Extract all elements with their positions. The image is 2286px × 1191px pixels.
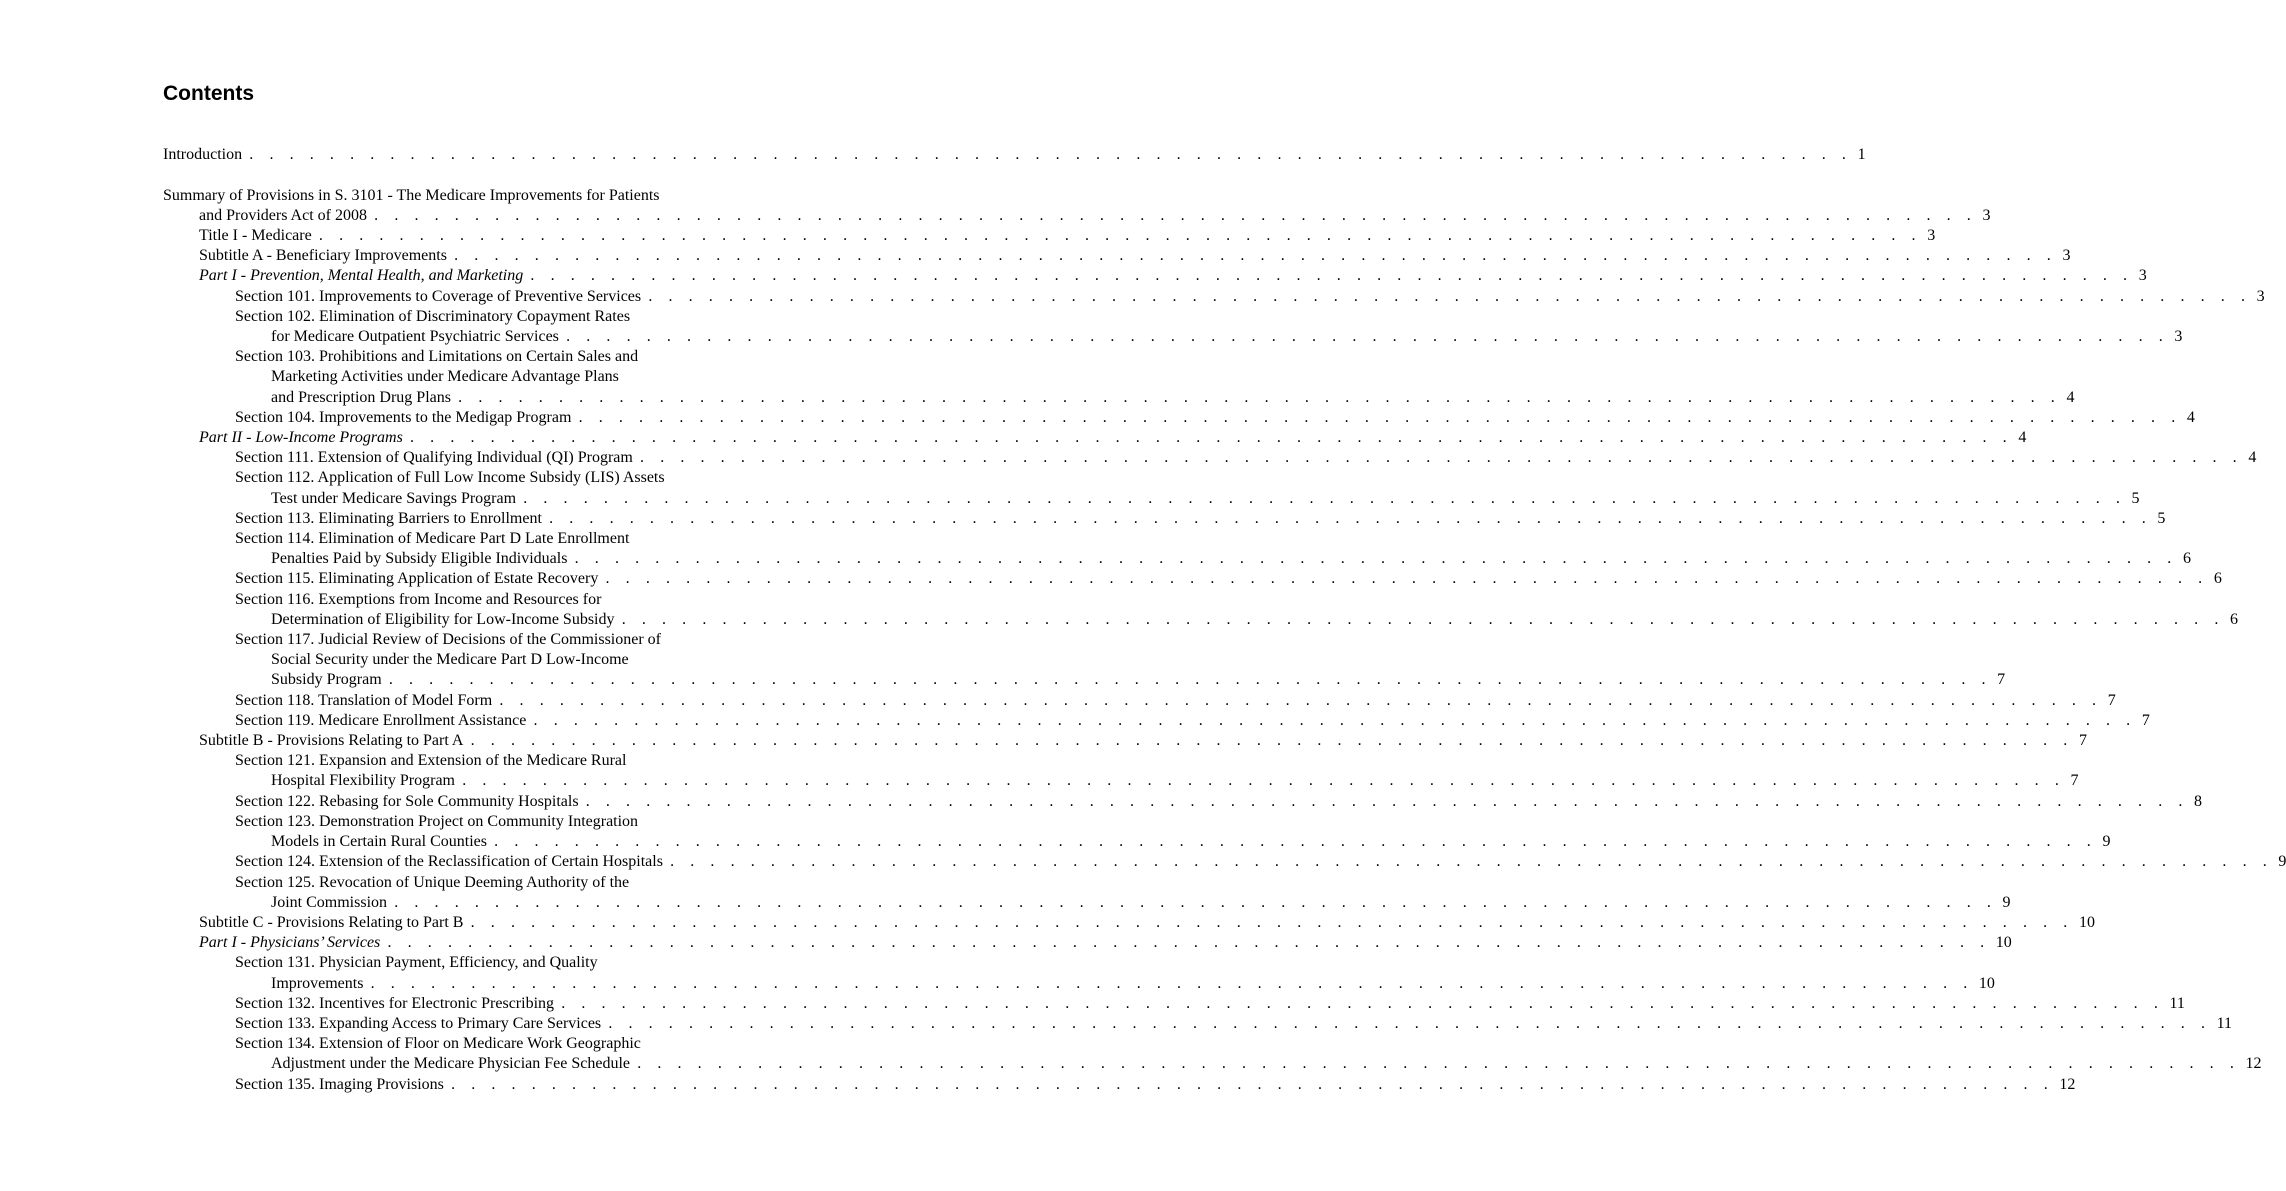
toc-entry[interactable] — [163, 226, 1936, 246]
toc-entry[interactable] — [163, 953, 1995, 993]
dot-leader: . . . . . . . . . . . . . . . . . . . . . . . . . . . . . . . . . . . . . . . . . . . . . . . . . . . . . . . . . . . . . . . . . . . . . . . . . . . . . . . . — [458, 388, 2061, 406]
toc-entry-text: Section 113. Eliminating Barriers to Enrollment — [235, 509, 542, 527]
toc-entry-text: Title I - Medicare — [199, 227, 312, 244]
toc-page-number: 3 — [1982, 206, 1991, 224]
dot-leader: . . . . . . . . . . . . . . . . . . . . . . . . . . . . . . . . . . . . . . . . . . . . . . . . . . . . . . . . . . . . . . . . . . . . . . . . . . . . . . . . — [574, 550, 2178, 568]
toc-entry-text: Section 112. Application of Full Low Income Subsidy (LIS) Assets — [235, 469, 665, 487]
toc-page-number: 12 — [2245, 1055, 2262, 1073]
toc-entry-text: Section 135. Imaging Provisions — [235, 1075, 444, 1093]
toc-page-number: 4 — [2186, 408, 2195, 426]
toc-entry[interactable] — [163, 1075, 2076, 1095]
toc-entry[interactable] — [163, 1034, 2262, 1074]
toc-entry[interactable] — [163, 630, 2006, 691]
toc-entry-text: Hospital Flexibility Program — [271, 772, 455, 790]
dot-leader: . . . . . . . . . . . . . . . . . . . . . . . . . . . . . . . . . . . . . . . . . . . . . . . . . . . . . . . . . . . . . . . . . . . . . . . . . . . . . . . . — [530, 267, 2134, 285]
toc-page-number: 3 — [2256, 287, 2265, 305]
toc-entry[interactable] — [163, 933, 2012, 953]
table-of-contents — [163, 145, 2286, 1095]
toc-entry-text: Introduction — [163, 146, 243, 163]
toc-page-number: 8 — [2194, 792, 2203, 810]
toc-entry-text: Subsidy Program — [271, 671, 382, 689]
dot-leader: . . . . . . . . . . . . . . . . . . . . . . . . . . . . . . . . . . . . . . . . . . . . . . . . . . . . . . . . . . . . . . . . . . . . . . . . . . . . . . . . — [470, 913, 2074, 931]
toc-entry-text: Section 133. Expanding Access to Primary Care Services — [235, 1014, 602, 1032]
dot-leader: . . . . . . . . . . . . . . . . . . . . . . . . . . . . . . . . . . . . . . . . . . . . . . . . . . . . . . . . . . . . . . . . . . . . . . . . . . . . . . . . — [410, 429, 2013, 447]
toc-entry-text: Summary of Provisions in S. 3101 - The Medicare Improvements for Patients — [163, 186, 660, 204]
toc-entry-text: Subtitle B - Provisions Relating to Part A — [199, 732, 464, 750]
toc-entry[interactable] — [163, 711, 2150, 731]
toc-entry-text: Section 103. Prohibitions and Limitations on Certain Sales and — [235, 348, 639, 366]
toc-entry[interactable] — [163, 448, 2257, 468]
dot-leader: . . . . . . . . . . . . . . . . . . . . . . . . . . . . . . . . . . . . . . . . . . . . . . . . . . . . . . . . . . . . . . . . . . . . . . . . . . . . . . . . — [454, 247, 2057, 265]
toc-entry[interactable] — [163, 509, 2166, 529]
dot-leader: . . . . . . . . . . . . . . . . . . . . . . . . . . . . . . . . . . . . . . . . . . . . . . . . . . . . . . . . . . . . . . . . . . . . . . . . . . . . . . . . — [523, 489, 2126, 507]
toc-entry-text: for Medicare Outpatient Psychiatric Services — [271, 328, 559, 346]
toc-entry-text: Section 118. Translation of Model Form — [235, 691, 493, 709]
toc-entry-text: Section 116. Exemptions from Income and Resources for — [235, 590, 602, 608]
toc-entry[interactable] — [163, 287, 2265, 307]
dot-leader: . . . . . . . . . . . . . . . . . . . . . . . . . . . . . . . . . . . . . . . . . . . . . . . . . . . . . . . . . . . . . . . . . . . . . . . . . . . . . . . . — [451, 1075, 2054, 1093]
toc-entry-text: Section 104. Improvements to the Medigap Program — [235, 408, 572, 426]
dot-leader: . . . . . . . . . . . . . . . . . . . . . . . . . . . . . . . . . . . . . . . . . . . . . . . . . . . . . . . . . . . . . . . . . . . . . . . . . . . . . . . . — [394, 893, 1997, 911]
toc-entry-text: Adjustment under the Medicare Physician Fee Schedule — [271, 1055, 631, 1073]
dot-leader: . . . . . . . . . . . . . . . . . . . . . . . . . . . . . . . . . . . . . . . . . . . . . . . . . . . . . . . . . . . . . . . . . . . . . . . . . . . . . . . . — [640, 449, 2243, 467]
dot-leader: . . . . . . . . . . . . . . . . . . . . . . . . . . . . . . . . . . . . . . . . . . . . . . . . . . . . . . . . . . . . . . . . . . . . . . . . . . . . . . . . — [578, 408, 2182, 426]
toc-entry[interactable] — [163, 266, 2147, 286]
toc-entry-text: Joint Commission — [271, 893, 388, 911]
toc-entry[interactable] — [163, 691, 2116, 711]
toc-page-number: 5 — [2131, 489, 2140, 507]
dot-leader: . . . . . . . . . . . . . . . . . . . . . . . . . . . . . . . . . . . . . . . . . . . . . . . . . . . . . . . . . . . . . . . . . . . . . . . . . . . . . . . . — [549, 509, 2152, 527]
toc-entry-text: Penalties Paid by Subsidy Eligible Individuals — [271, 550, 568, 568]
toc-entry-text: Section 121. Expansion and Extension of the Medicare Rural — [235, 752, 627, 770]
toc-entry[interactable] — [163, 731, 2087, 751]
toc-entry[interactable] — [163, 246, 2071, 266]
toc-entry[interactable] — [163, 873, 2011, 913]
toc-entry[interactable] — [163, 852, 2286, 872]
dot-leader: . . . . . . . . . . . . . . . . . . . . . . . . . . . . . . . . . . . . . . . . . . . . . . . . . . . . . . . . . . . . . . . . . . . . . . . . . . . . . . . . — [533, 711, 2137, 729]
dot-leader: . . . . . . . . . . . . . . . . . . . . . . . . . . . . . . . . . . . . . . . . . . . . . . . . . . . . . . . . . . . . . . . . . . . . . . . . . . . . . . . . — [637, 1055, 2240, 1073]
toc-entry-text: Section 111. Extension of Qualifying Individual (QI) Program — [235, 449, 633, 467]
toc-page-number: 5 — [2157, 509, 2166, 527]
toc-page-number: 9 — [2278, 853, 2286, 871]
toc-page-number: 7 — [2078, 732, 2087, 750]
toc-page-number: 3 — [1927, 227, 1936, 244]
toc-entry-text: Subtitle A - Beneficiary Improvements — [199, 247, 447, 265]
toc-entry[interactable] — [163, 812, 2111, 852]
dot-leader: . . . . . . . . . . . . . . . . . . . . . . . . . . . . . . . . . . . . . . . . . . . . . . . . . . . . . . . . . . . . . . . . . . . . . . . . . . . . . . . . — [621, 610, 2225, 628]
toc-entry[interactable] — [163, 1014, 2233, 1034]
toc-page-number: 10 — [1978, 974, 1995, 992]
toc-entry-text: and Prescription Drug Plans — [271, 388, 451, 406]
toc-entry-text: Section 131. Physician Payment, Efficiency, and Quality — [235, 954, 598, 972]
toc-entry[interactable] — [163, 529, 2191, 569]
dot-leader: . . . . . . . . . . . . . . . . . . . . . . . . . . . . . . . . . . . . . . . . . . . . . . . . . . . . . . . . . . . . . . . . . . . . . . . . . . . . . . . . — [470, 732, 2074, 750]
toc-page-number: 3 — [2062, 247, 2071, 265]
toc-page-number: 9 — [2102, 833, 2111, 851]
toc-page-number: 6 — [2213, 570, 2222, 588]
page-title: Contents — [163, 82, 254, 105]
toc-page-number: 7 — [2141, 711, 2150, 729]
dot-leader: . . . . . . . . . . . . . . . . . . . . . . . . . . . . . . . . . . . . . . . . . . . . . . . . . . . . . . . . . . . . . . . . . . . . . . . . . . . . . . . . — [670, 853, 2273, 871]
toc-page-number: 12 — [2059, 1075, 2076, 1093]
dot-leader: . . . . . . . . . . . . . . . . . . . . . . . . . . . . . . . . . . . . . . . . . . . . . . . . . . . . . . . . . . . . . . . . . . . . . . . . . . . . . . . . — [388, 671, 1992, 689]
toc-entry[interactable] — [163, 792, 2203, 812]
dot-leader: . . . . . . . . . . . . . . . . . . . . . . . . . . . . . . . . . . . . . . . . . . . . . . . . . . . . . . . . . . . . . . . . . . . . . . . . . . . . . . . . — [499, 691, 2103, 709]
toc-entry[interactable] — [163, 408, 2195, 428]
toc-entry-text: Part I - Physicians’ Services — [199, 934, 381, 952]
toc-page-number: 11 — [2169, 994, 2185, 1012]
dot-leader: . . . . . . . . . . . . . . . . . . . . . . . . . . . . . . . . . . . . . . . . . . . . . . . . . . . . . . . . . . . . . . . . . . . . . . . . . . . . . . . . — [585, 792, 2189, 810]
toc-entry[interactable] — [163, 186, 1991, 226]
toc-entry-text: Section 102. Elimination of Discriminatory Copayment Rates — [235, 307, 631, 325]
toc-entry-text: Section 117. Judicial Review of Decisions of the Commissioner of — [235, 631, 662, 649]
toc-page-number: 7 — [1997, 671, 2006, 689]
dot-leader: . . . . . . . . . . . . . . . . . . . . . . . . . . . . . . . . . . . . . . . . . . . . . . . . . . . . . . . . . . . . . . . . . . . . . . . . . . . . . . . . — [318, 227, 1922, 244]
toc-entry-text: Section 134. Extension of Floor on Medicare Work Geographic — [235, 1035, 641, 1053]
toc-page-number: 7 — [2070, 772, 2079, 790]
toc-entry-text: Section 132. Incentives for Electronic Prescribing — [235, 994, 555, 1012]
toc-entry[interactable] — [163, 913, 2095, 933]
toc-entry-text: Determination of Eligibility for Low-Income Subsidy — [271, 610, 615, 628]
dot-leader: . . . . . . . . . . . . . . . . . . . . . . . . . . . . . . . . . . . . . . . . . . . . . . . . . . . . . . . . . . . . . . . . . . . . . . . . . . . . . . . . — [387, 934, 1991, 952]
toc-entry[interactable] — [163, 428, 2027, 448]
dot-leader: . . . . . . . . . . . . . . . . . . . . . . . . . . . . . . . . . . . . . . . . . . . . . . . . . . . . . . . . . . . . . . . . . . . . . . . . . . . . . . . . — [561, 994, 2164, 1012]
toc-entry[interactable] — [163, 569, 2222, 589]
toc-entry[interactable] — [163, 468, 2140, 508]
toc-page-number: 6 — [2230, 610, 2238, 628]
toc-entry-text: Section 125. Revocation of Unique Deeming Authority of the — [235, 873, 630, 891]
toc-page-number: 1 — [1857, 146, 1866, 163]
toc-page-number: 6 — [2182, 550, 2191, 568]
toc-entry[interactable] — [163, 994, 2185, 1014]
toc-page-number: 10 — [2078, 913, 2095, 931]
toc-entry-text: Section 114. Elimination of Medicare Part D Late Enrollment — [235, 530, 630, 548]
toc-entry-text: Subtitle C - Provisions Relating to Part B — [199, 913, 464, 931]
toc-entry[interactable] — [163, 590, 2238, 630]
toc-page-number: 10 — [1995, 934, 2012, 952]
toc-entry-text: Section 115. Eliminating Application of Estate Recovery — [235, 570, 599, 588]
toc-entry-text: Social Security under the Medicare Part D Low-Income — [271, 651, 629, 669]
toc-entry-text: Part I - Prevention, Mental Health, and Marketing — [199, 267, 524, 285]
toc-page-number: 3 — [2174, 328, 2183, 346]
dot-leader: . . . . . . . . . . . . . . . . . . . . . . . . . . . . . . . . . . . . . . . . . . . . . . . . . . . . . . . . . . . . . . . . . . . . . . . . . . . . . . . . — [648, 287, 2252, 305]
toc-entry-text: Models in Certain Rural Counties — [271, 833, 487, 851]
dot-leader: . . . . . . . . . . . . . . . . . . . . . . . . . . . . . . . . . . . . . . . . . . . . . . . . . . . . . . . . . . . . . . . . . . . . . . . . . . . . . . . . — [462, 772, 2065, 790]
dot-leader: . . . . . . . . . . . . . . . . . . . . . . . . . . . . . . . . . . . . . . . . . . . . . . . . . . . . . . . . . . . . . . . . . . . . . . . . . . . . . . . . — [605, 570, 2209, 588]
toc-page-number: 4 — [2248, 449, 2257, 467]
toc-page-number: 11 — [2216, 1014, 2233, 1032]
toc-entry-text: Improvements — [271, 974, 364, 992]
toc-entry[interactable] — [163, 145, 1866, 165]
toc-page-number: 4 — [2066, 388, 2075, 406]
toc-page-number: 3 — [2138, 267, 2147, 285]
toc-entry[interactable] — [163, 307, 2183, 347]
dot-leader: . . . . . . . . . . . . . . . . . . . . . . . . . . . . . . . . . . . . . . . . . . . . . . . . . . . . . . . . . . . . . . . . . . . . . . . . . . . . . . . . — [608, 1014, 2212, 1032]
toc-entry-text: Test under Medicare Savings Program — [271, 489, 517, 507]
toc-entry[interactable] — [163, 347, 2075, 408]
toc-entry-text: Section 101. Improvements to Coverage of Preventive Services — [235, 287, 642, 305]
toc-page-number: 9 — [2002, 893, 2011, 911]
toc-entry-text: Section 119. Medicare Enrollment Assistance — [235, 711, 527, 729]
dot-leader: . . . . . . . . . . . . . . . . . . . . . . . . . . . . . . . . . . . . . . . . . . . . . . . . . . . . . . . . . . . . . . . . . . . . . . . . . . . . . . . . — [566, 328, 2169, 346]
toc-entry-text: and Providers Act of 2008 — [199, 206, 367, 224]
toc-entry-text: Marketing Activities under Medicare Advantage Plans — [271, 368, 619, 386]
toc-page-number: 4 — [2018, 429, 2027, 447]
toc-entry-text: Part II - Low-Income Programs — [199, 429, 403, 447]
toc-entry-text: Section 123. Demonstration Project on Community Integration — [235, 812, 639, 830]
dot-leader: . . . . . . . . . . . . . . . . . . . . . . . . . . . . . . . . . . . . . . . . . . . . . . . . . . . . . . . . . . . . . . . . . . . . . . . . . . . . . . . . — [249, 146, 1852, 163]
toc-entry-text: Section 122. Rebasing for Sole Community Hospitals — [235, 792, 579, 810]
toc-page-number: 7 — [2107, 691, 2116, 709]
dot-leader: . . . . . . . . . . . . . . . . . . . . . . . . . . . . . . . . . . . . . . . . . . . . . . . . . . . . . . . . . . . . . . . . . . . . . . . . . . . . . . . . — [494, 833, 2097, 851]
dot-leader: . . . . . . . . . . . . . . . . . . . . . . . . . . . . . . . . . . . . . . . . . . . . . . . . . . . . . . . . . . . . . . . . . . . . . . . . . . . . . . . . — [370, 974, 1974, 992]
dot-leader: . . . . . . . . . . . . . . . . . . . . . . . . . . . . . . . . . . . . . . . . . . . . . . . . . . . . . . . . . . . . . . . . . . . . . . . . . . . . . . . . — [374, 206, 1977, 224]
toc-entry[interactable] — [163, 751, 2079, 791]
toc-entry-text: Section 124. Extension of the Reclassification of Certain Hospitals — [235, 853, 663, 871]
